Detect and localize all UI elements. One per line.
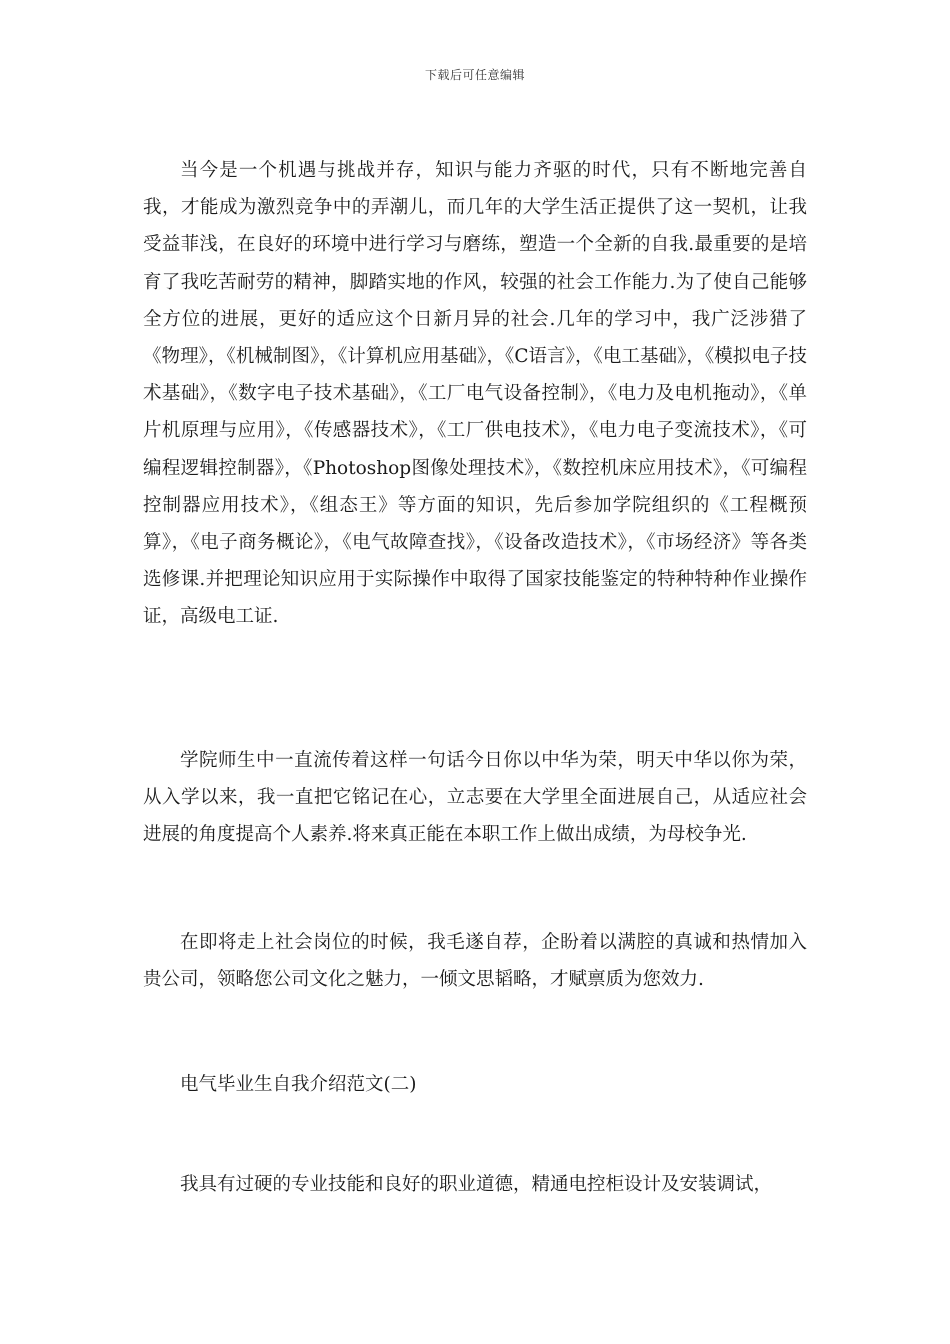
page-header: 下载后可任意编辑: [424, 68, 525, 82]
paragraph-application: 在即将走上社会岗位的时候，我毛遂自荐，企盼着以满腔的真诚和热情加入贵公司，领略您公司文化之魅力，一倾文思韬略，才赋禀质为您效力.: [143, 932, 807, 991]
paragraph-intro: 当今是一个机遇与挑战并存，知识与能力齐驱的时代，只有不断地完善自我，才能成为激烈竞争中的弄潮儿，而几年的大学生活正提供了这一契机，让我受益菲浅，在良好的环境中进行学习与磨练，塑造一个全新的自我.最重要的是培育了我吃苦耐劳的精神，脚踏实地的作风，较强的社会工作能力.为了使自己能够全方位的进展，更好的适应这个日新月异的社会.几年的学习中，我广泛涉猎了《物理》，《机械制图》，《计算机应用基础》，《C语言》，《电工基础》，《模拟电子技术基础》，《数字电子技术基础》，《工厂电气设备控制》，《电力及电机拖动》，《单片机原理与应用》，《传感器技术》，《工厂供电技术》，《电力电子变流技术》，《可编程逻辑控制器》，《Photoshop图像处理技术》，《数控机床应用技术》，《可编程控制器应用技术》，《组态王》等方面的知识，先后参加学院组织的《工程概预算》，《电子商务概论》，《电气故障查找》，《设备改造技术》，《市场经济》等各类选修课.并把理论知识应用于实际操作中取得了国家技能鉴定的特种特种作业操作证，高级电工证.: [143, 160, 807, 628]
paragraph-motto: 学院师生中一直流传着这样一句话今日你以中华为荣，明天中华以你为荣，从入学以来，我一直把它铭记在心，立志要在大学里全面进展自己，从适应社会进展的角度提高个人素养.将来真正能在本职工作上做出成绩，为母校争光.: [143, 750, 807, 846]
section-heading: 电气毕业生自我介绍范文(二): [180, 1074, 417, 1095]
paragraph-skills: 我具有过硬的专业技能和良好的职业道德，精通电控柜设计及安装调试，: [180, 1174, 773, 1195]
